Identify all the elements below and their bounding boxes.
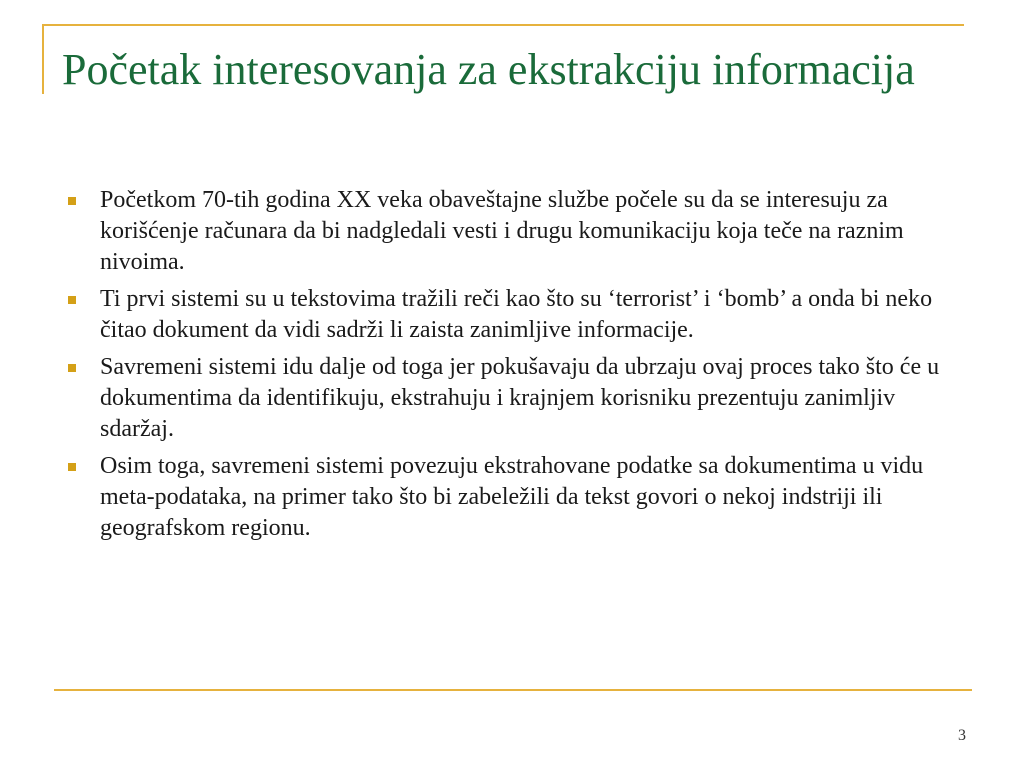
square-bullet-icon	[68, 463, 76, 471]
bullet-item	[68, 451, 968, 544]
bullet-text: Ti prvi sistemi su u tekstovima tražili reči kao što su ‘terrorist’ i ‘bomb’ a onda bi neko čitao dokument da vidi sadrži li zaista zanimljive informacije.	[100, 286, 933, 343]
bottom-border-line	[54, 689, 972, 691]
bullet-item	[68, 352, 968, 445]
left-border-line	[42, 24, 44, 94]
page-number: 3	[958, 727, 966, 744]
bullet-item	[68, 185, 968, 278]
square-bullet-icon	[68, 364, 76, 372]
bullet-list	[68, 185, 968, 550]
bullet-text: Savremeni sistemi idu dalje od toga jer pokušavaju da ubrzaju ovaj proces tako što će u dokumentima da identifikuju, ekstrahuju i krajnjem korisniku prezentuju zanimljiv sdaržaj.	[100, 354, 940, 442]
top-border-line	[42, 24, 964, 26]
bullet-text: Osim toga, savremeni sistemi povezuju ekstrahovane podatke sa dokumentima u vidu meta-podataka, na primer tako što bi zabeležili da tekst govori o nekoj indstriji ili geografskom regionu.	[100, 453, 924, 541]
bullet-item	[68, 284, 968, 346]
slide-title: Početak interesovanja za ekstrakciju informacija	[62, 45, 915, 94]
square-bullet-icon	[68, 197, 76, 205]
square-bullet-icon	[68, 296, 76, 304]
bullet-text: Početkom 70-tih godina XX veka obaveštajne službe počele su da se interesuju za korišćenje računara da bi nadgledali vesti i drugu komunikaciju koja teče na raznim nivoima.	[100, 187, 904, 275]
